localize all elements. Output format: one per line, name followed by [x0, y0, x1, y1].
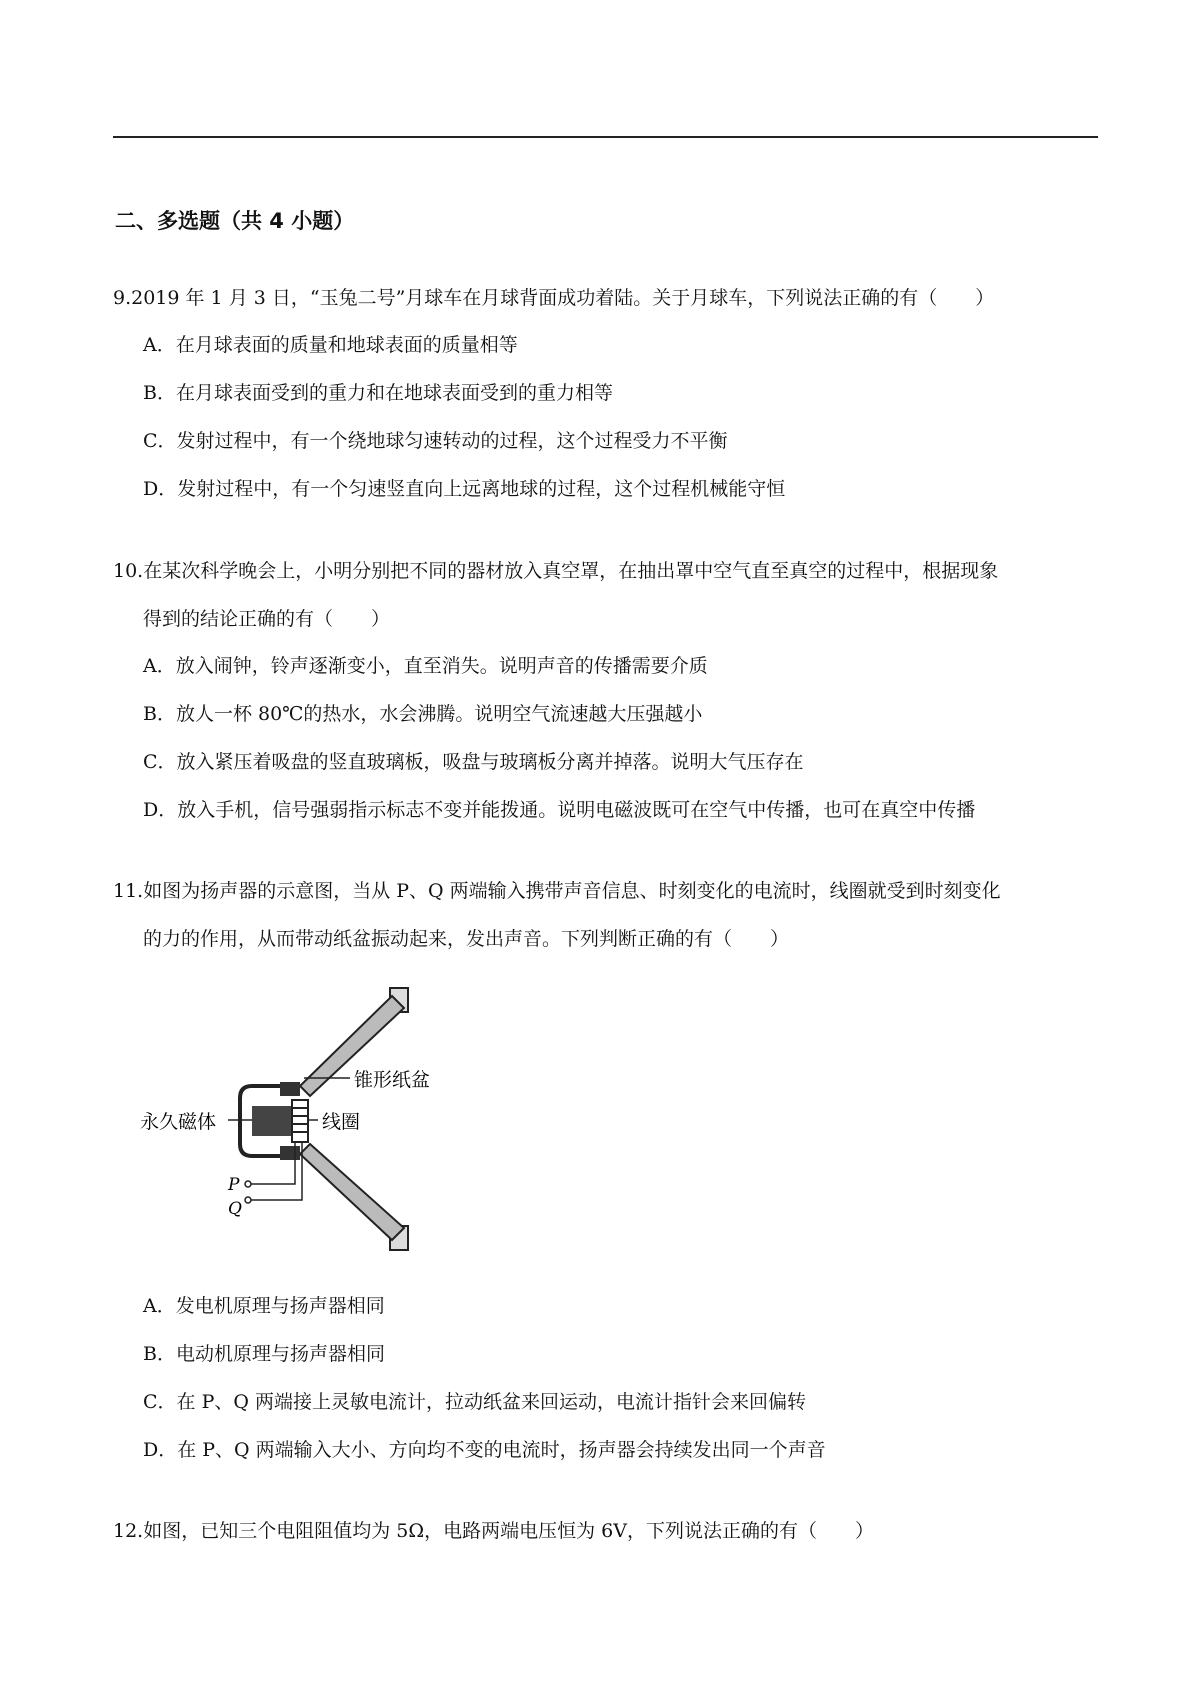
header-rule: [113, 136, 1098, 138]
label-q: Q: [228, 1199, 242, 1219]
coil-body: [292, 1100, 308, 1142]
label-p: P: [228, 1175, 240, 1195]
question-9-option-b: B．在月球表面受到的重力和在地球表面受到的重力相等: [143, 382, 613, 404]
label-coil: 线圈: [322, 1111, 361, 1133]
question-12-stem: 12.如图，已知三个电阻阻值均为 5Ω，电路两端电压恒为 6V，下列说法正确的有（ ）: [113, 1520, 874, 1542]
question-10-option-b: B．放人一杯 80℃的热水，水会沸腾。说明空气流速越大压强越小: [143, 703, 703, 725]
question-10-stem-line-1: 10.在某次科学晚会上，小明分别把不同的器材放入真空罩，在抽出罩中空气直至真空的过程中，根据现象: [113, 560, 999, 582]
question-11-stem-line-2: 的力的作用，从而带动纸盆振动起来，发出声音。下列判断正确的有（ ）: [143, 928, 790, 950]
magnet-core: [252, 1106, 292, 1136]
label-magnet: 永久磁体: [140, 1111, 217, 1133]
question-11-option-a: A．发电机原理与扬声器相同: [143, 1295, 385, 1317]
question-10-option-d: D．放入手机，信号强弱指示标志不变并能拨通。说明电磁波既可在空气中传播，也可在真空中传播: [143, 799, 976, 821]
pole-top: [280, 1082, 300, 1096]
pole-bottom: [280, 1146, 300, 1160]
question-9-option-c: C．发射过程中，有一个绕地球匀速转动的过程，这个过程受力不平衡: [143, 430, 728, 452]
question-11-option-c: C．在 P、Q 两端接上灵敏电流计，拉动纸盆来回运动，电流计指针会来回偏转: [143, 1391, 806, 1413]
label-cone: 锥形纸盆: [354, 1069, 431, 1091]
cone-lower-wall: [300, 1144, 404, 1240]
question-11-stem-line-1: 11.如图为扬声器的示意图，当从 P、Q 两端输入携带声音信息、时刻变化的电流时，线圈就受到时刻变化: [113, 880, 1001, 902]
question-11-option-d: D．在 P、Q 两端输入大小、方向均不变的电流时，扬声器会持续发出同一个声音: [143, 1439, 826, 1461]
terminal-p: [245, 1181, 251, 1187]
question-9-option-d: D．发射过程中，有一个匀速竖直向上远离地球的过程，这个过程机械能守恒: [143, 478, 786, 500]
section-title: 二、多选题（共 4 小题）: [115, 209, 355, 233]
question-9-option-a: A．在月球表面的质量和地球表面的质量相等: [143, 334, 518, 356]
question-11-option-b: B．电动机原理与扬声器相同: [143, 1343, 385, 1365]
speaker-diagram: [140, 978, 470, 1253]
terminal-q: [245, 1197, 251, 1203]
question-9-stem: 9.2019 年 1 月 3 日，“玉兔二号”月球车在月球背面成功着陆。关于月球车，下列说法正确的有（ ）: [113, 287, 995, 309]
question-10-option-a: A．放入闹钟，铃声逐渐变小，直至消失。说明声音的传播需要介质: [143, 655, 708, 677]
question-10-option-c: C．放入紧压着吸盘的竖直玻璃板，吸盘与玻璃板分离并掉落。说明大气压存在: [143, 751, 804, 773]
question-10-stem-line-2: 得到的结论正确的有（ ）: [143, 608, 391, 630]
